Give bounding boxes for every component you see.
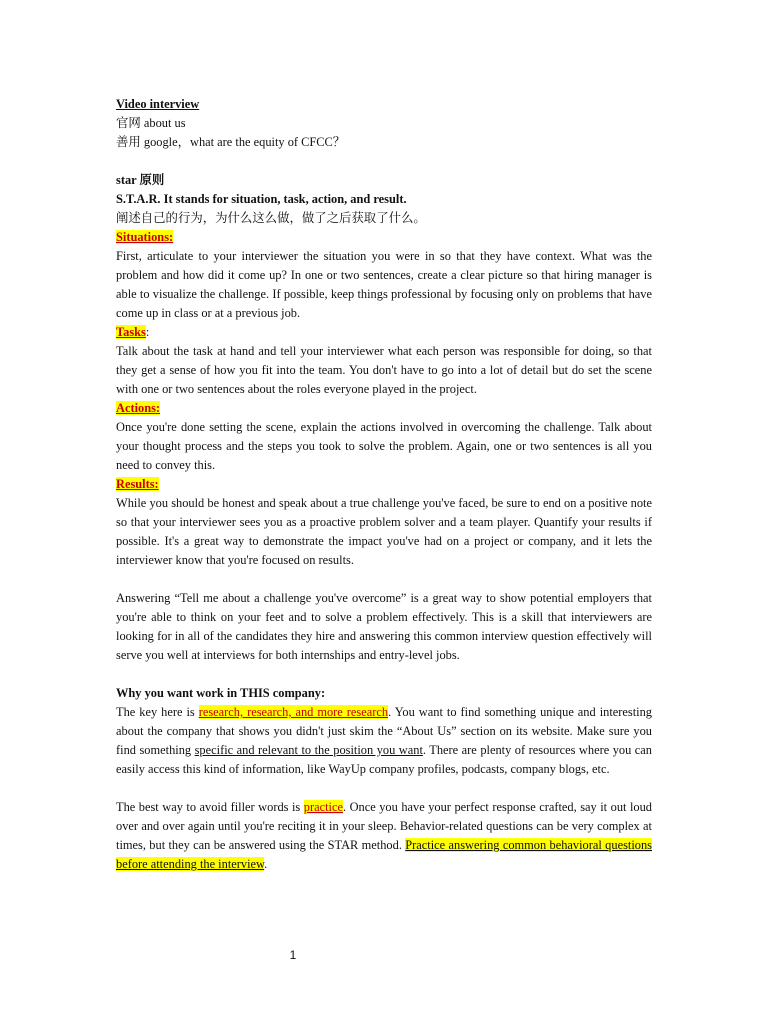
tasks-body: Talk about the task at hand and tell your interviewer what each person was responsible for doing, so that they get a sense of how you fit into the team. You don't have to go into a lot of detail but do set the scene with one or two sentences about the roles everyone played in the project. (116, 344, 652, 396)
cn-line-1: 官网 about us (116, 116, 186, 130)
star-heading: star 原则 (116, 173, 165, 187)
spacer (116, 152, 652, 171)
page-content (116, 95, 652, 874)
star-cn: 阐述自己的行为，为什么这么做，做了之后获取了什么。 (116, 211, 426, 225)
situations-heading: Situations: (116, 230, 174, 244)
answering-paragraph: Answering “Tell me about a challenge you've overcome” is a great way to show potential employers that you're able to think on your feet and to solve a problem effectively. This is a skill that interviewers are looking for in all of the candidates they hire and answering this common interview question effectively will serve you well at interviews for both internships and entry-level jobs. (116, 591, 652, 662)
actions-body: Once you're done setting the scene, explain the actions involved in overcoming the challenge. Talk about your thought process and the steps you took to solve the problem. Again, one or two sentences is all you need to convey this. (116, 420, 652, 472)
star-definition: S.T.A.R. It stands for situation, task, action, and result. (116, 192, 407, 206)
page-number: 1 (289, 948, 297, 962)
spacer (116, 570, 652, 589)
results-heading: Results: (116, 477, 159, 491)
cn-line-2: 善用 google，what are the equity of CFCC？ (116, 135, 346, 149)
filler-words-paragraph: The best way to avoid filler words is practice. Once you have your perfect response crafted, say it out loud over and over again until you're reciting it in your sleep. Behavior-related questions can be very complex at times, but they can be answered using the STAR method. Practice answering common behavioral questions before attending the interview. (116, 800, 652, 871)
why-company-heading: Why you want work in THIS company: (116, 686, 326, 700)
situations-body: First, articulate to your interviewer the situation you were in so that they have context. What was the problem and how did it come up? In one or two sentences, create a clear picture so that hiring manager is able to visualize the challenge. If possible, keep things professional by focusing only on problems that have come up in class or at a previous job. (116, 249, 652, 320)
spacer (116, 779, 652, 798)
results-body: While you should be honest and speak about a true challenge you've faced, be sure to end on a positive note so that your interviewer sees you as a proactive problem solver and a team player. Quantify your results if possible. It's a great way to demonstrate the impact you've had on a project or company, and it lets the interviewer know that you're focused on results. (116, 496, 652, 567)
spacer (116, 665, 652, 684)
why-company-paragraph: The key here is research, research, and more research. You want to find something unique and interesting about the company that shows you didn't just skim the “About Us” section on its website. Make sure you find something specific and relevant to the position you want. There are plenty of resources where you can easily access this kind of information, like WayUp company profiles, podcasts, company blogs, etc. (116, 705, 652, 776)
video-interview-heading: Video interview (116, 97, 200, 111)
actions-heading: Actions: (116, 401, 161, 415)
tasks-heading: Tasks: (116, 325, 150, 339)
